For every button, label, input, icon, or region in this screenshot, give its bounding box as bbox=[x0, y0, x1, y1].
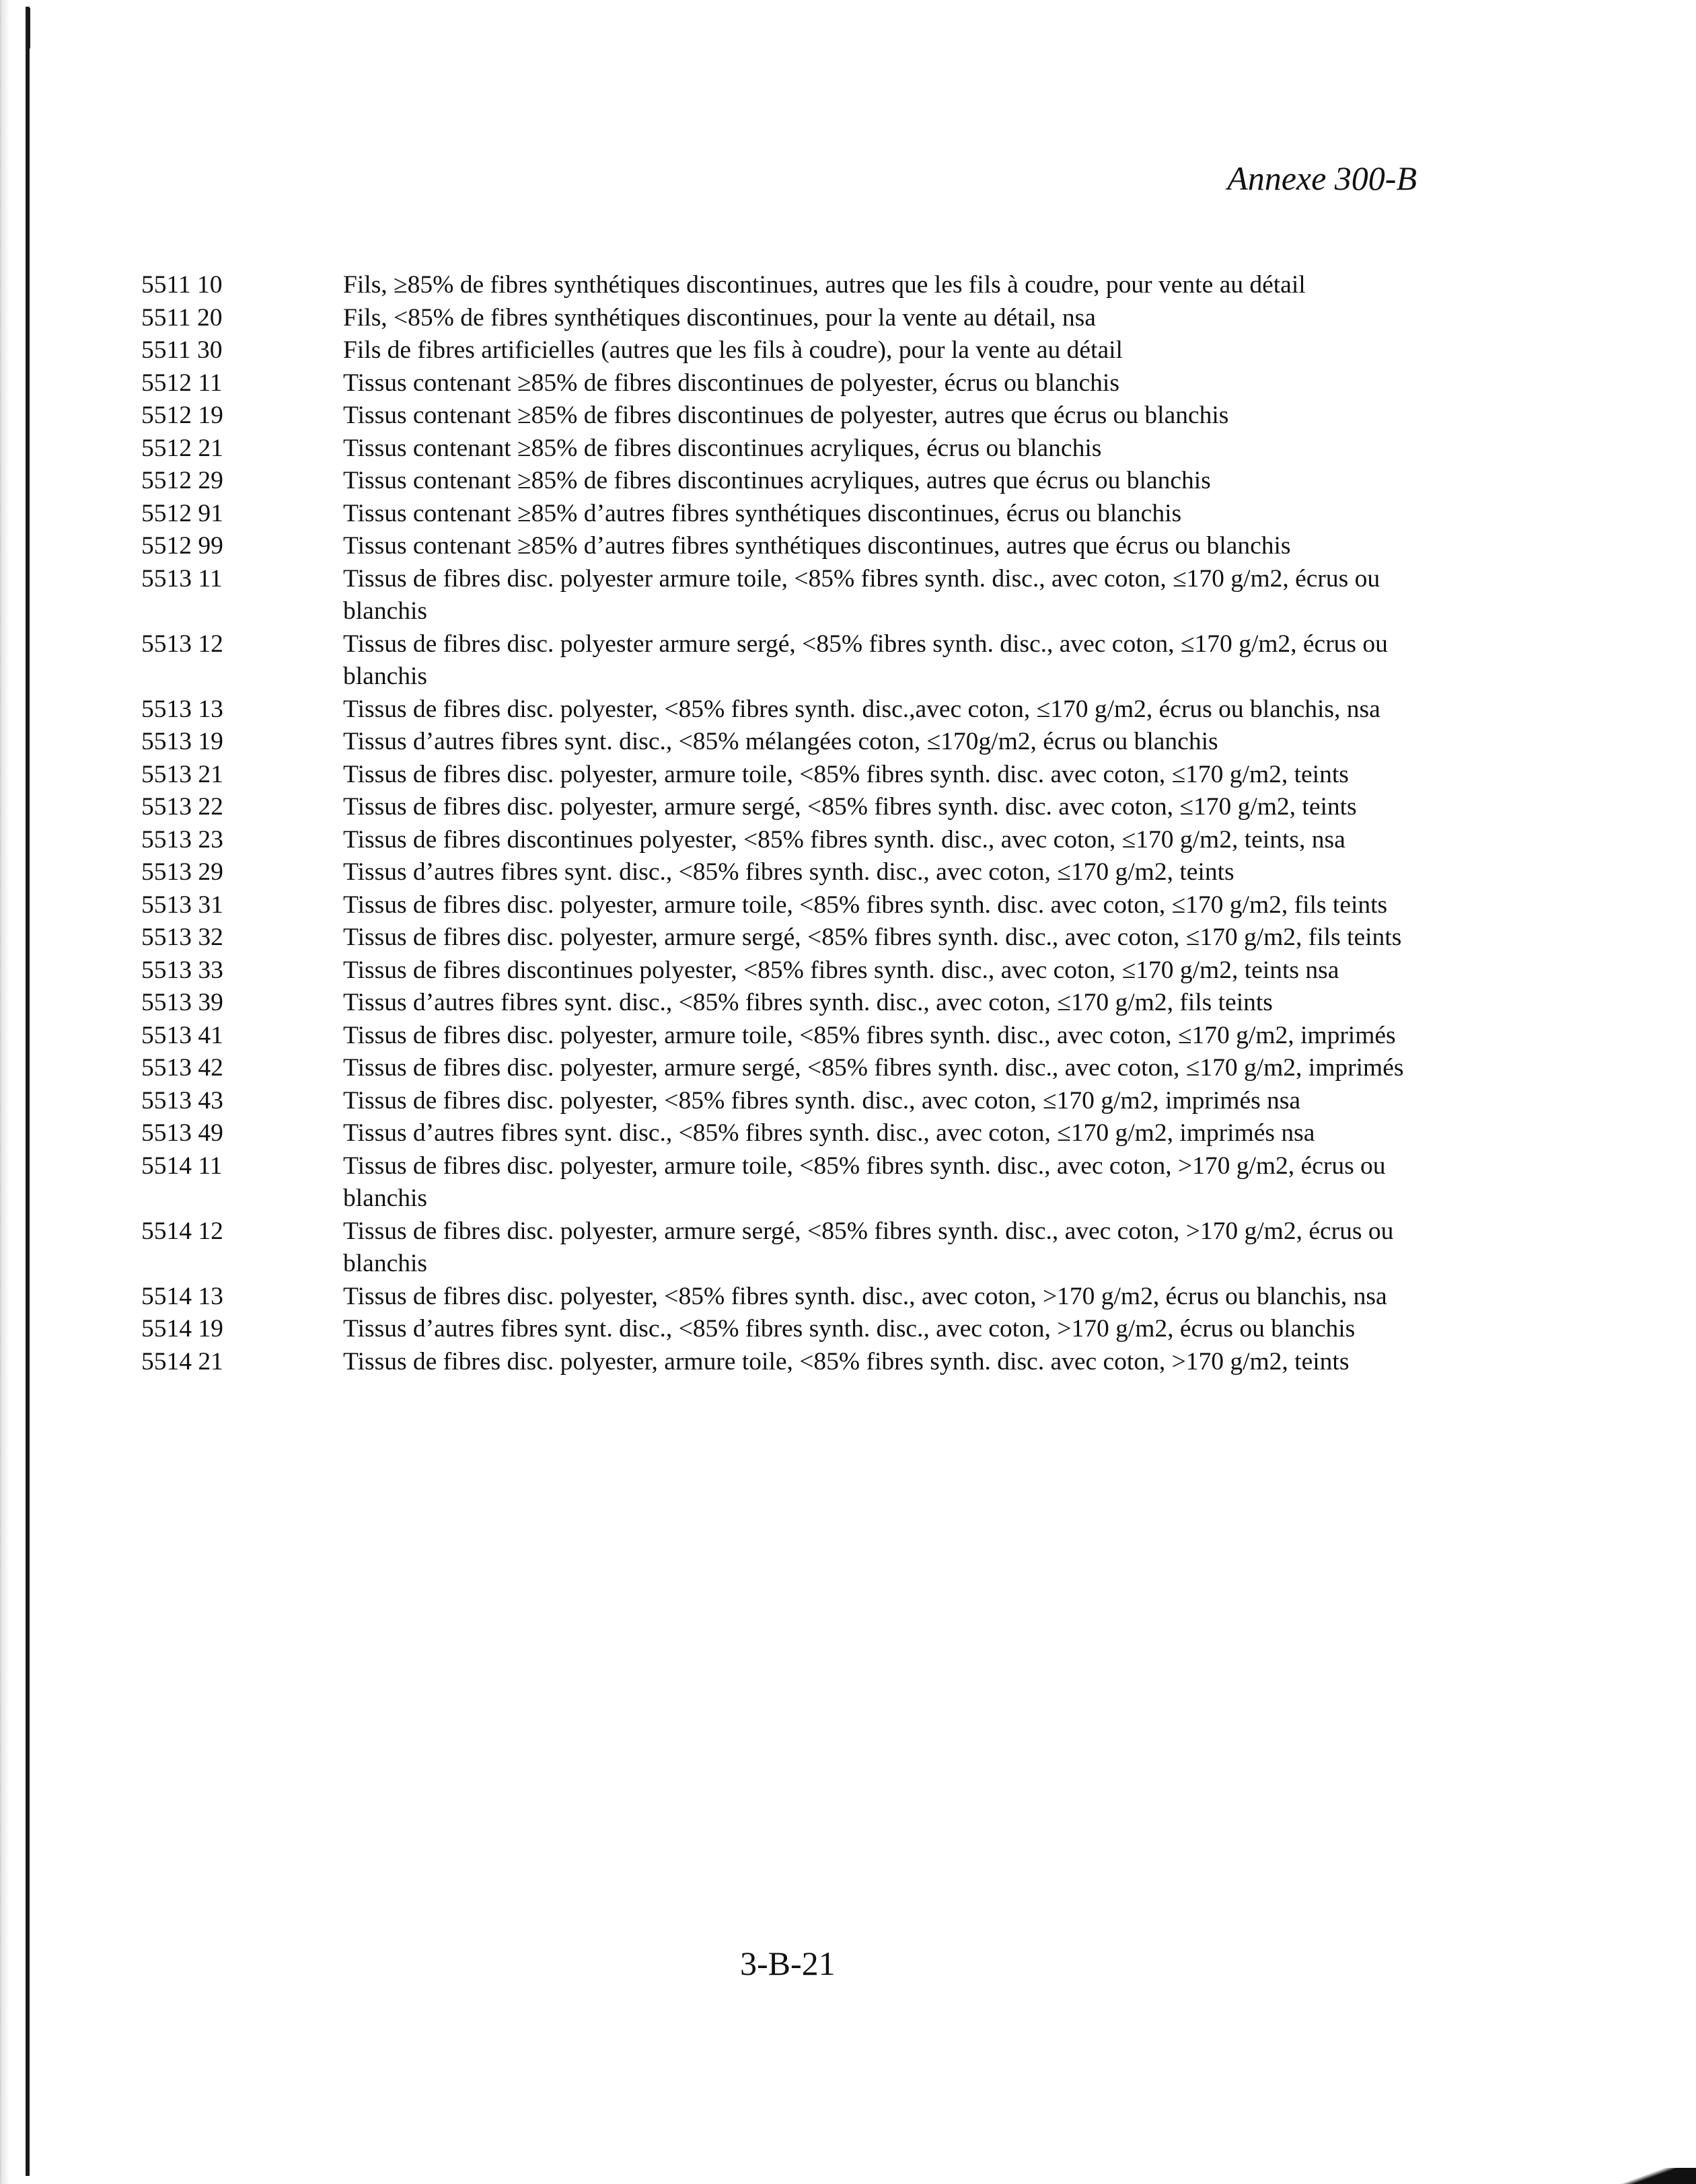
list-item bbox=[141, 400, 1433, 432]
scan-edge-shadow bbox=[0, 0, 9, 2184]
tariff-description: Tissus de fibres disc. polyester armure toile, <85% fibres synth. disc., avec coton, ≤170 g/m2, écrus ou blanchis bbox=[343, 564, 1380, 625]
list-item bbox=[141, 367, 1433, 400]
tariff-code: 5513 41 bbox=[141, 1021, 223, 1049]
list-item bbox=[141, 563, 1433, 628]
tariff-code: 5513 31 bbox=[141, 891, 223, 919]
tariff-code: 5513 13 bbox=[141, 695, 223, 723]
tariff-code: 5513 29 bbox=[141, 858, 223, 886]
tariff-description: Tissus de fibres disc. polyester, armure toile, <85% fibres synth. disc. avec coton, >170 g/m2, teints bbox=[343, 1347, 1350, 1376]
tariff-code: 5512 11 bbox=[141, 369, 223, 397]
tariff-code: 5513 19 bbox=[141, 728, 223, 755]
tariff-description: Fils, ≥85% de fibres synthétiques discontinues, autres que les fils à coudre, pour vente au détail bbox=[343, 271, 1306, 299]
list-item bbox=[141, 498, 1433, 531]
tariff-code: 5513 22 bbox=[141, 793, 223, 821]
list-item bbox=[141, 1281, 1433, 1314]
tariff-code: 5513 49 bbox=[141, 1119, 223, 1147]
tariff-description: Tissus de fibres disc. polyester, <85% fibres synth. disc., avec coton, ≤170 g/m2, imprimés nsa bbox=[343, 1086, 1301, 1115]
list-item bbox=[141, 1117, 1433, 1150]
tariff-code: 5513 42 bbox=[141, 1054, 223, 1082]
list-item bbox=[141, 302, 1433, 335]
tariff-code: 5512 19 bbox=[141, 402, 223, 429]
list-item bbox=[141, 824, 1433, 857]
list-item bbox=[141, 759, 1433, 792]
tariff-description: Tissus contenant ≥85% d’autres fibres synthétiques discontinues, écrus ou blanchis bbox=[343, 499, 1182, 527]
tariff-description: Tissus de fibres disc. polyester, armure toile, <85% fibres synth. disc., avec coton, ≤170 g/m2, imprimés bbox=[343, 1021, 1396, 1049]
tariff-code: 5514 12 bbox=[141, 1217, 223, 1245]
tariff-description: Tissus d’autres fibres synt. disc., <85% mélangées coton, ≤170g/m2, écrus ou blanchis bbox=[343, 728, 1218, 755]
tariff-code: 5513 23 bbox=[141, 825, 223, 854]
tariff-description: Tissus d’autres fibres synt. disc., <85% fibres synth. disc., avec coton, ≤170 g/m2, teints bbox=[343, 858, 1234, 886]
tariff-code: 5513 39 bbox=[141, 989, 223, 1016]
tariff-code: 5513 43 bbox=[141, 1086, 223, 1115]
list-item bbox=[141, 726, 1433, 759]
tariff-code: 5513 12 bbox=[141, 630, 223, 658]
tariff-description: Tissus de fibres disc. polyester, armure sergé, <85% fibres synth. disc. avec coton, ≤170 g/m2, teints bbox=[343, 793, 1357, 821]
list-item bbox=[141, 1346, 1433, 1379]
tariff-description: Tissus de fibres discontinues polyester, <85% fibres synth. disc., avec coton, ≤170 g/m2, teints, nsa bbox=[343, 825, 1345, 854]
tariff-description: Tissus de fibres disc. polyester, <85% fibres synth. disc.,avec coton, ≤170 g/m2, écrus ou blanchis, nsa bbox=[343, 695, 1380, 723]
tariff-code-list bbox=[141, 269, 1433, 1378]
tariff-description: Tissus contenant ≥85% d’autres fibres synthétiques discontinues, autres que écrus ou blanchis bbox=[343, 532, 1291, 560]
tariff-code: 5513 33 bbox=[141, 956, 223, 984]
tariff-description: Fils de fibres artificielles (autres que les fils à coudre), pour la vente au détail bbox=[343, 336, 1123, 364]
binder-margin-line-top bbox=[26, 8, 30, 48]
tariff-description: Tissus d’autres fibres synt. disc., <85% fibres synth. disc., avec coton, ≤170 g/m2, fils teints bbox=[343, 989, 1273, 1016]
tariff-description: Tissus de fibres disc. polyester, armure toile, <85% fibres synth. disc. avec coton, ≤170 g/m2, teints bbox=[343, 760, 1349, 788]
tariff-code: 5511 10 bbox=[141, 271, 223, 299]
list-item bbox=[141, 889, 1433, 922]
tariff-description: Tissus de fibres discontinues polyester, <85% fibres synth. disc., avec coton, ≤170 g/m2, teints nsa bbox=[343, 956, 1339, 984]
tariff-description: Tissus contenant ≥85% de fibres discontinues acryliques, écrus ou blanchis bbox=[343, 434, 1102, 462]
list-item bbox=[141, 987, 1433, 1020]
list-item bbox=[141, 954, 1433, 987]
tariff-description: Tissus d’autres fibres synt. disc., <85% fibres synth. disc., avec coton, >170 g/m2, écrus ou blanchis bbox=[343, 1315, 1356, 1343]
tariff-code: 5512 29 bbox=[141, 467, 223, 494]
tariff-code: 5511 20 bbox=[141, 303, 223, 332]
tariff-description: Fils, <85% de fibres synthétiques discontinues, pour la vente au détail, nsa bbox=[343, 303, 1096, 332]
tariff-description: Tissus de fibres disc. polyester, armure sergé, <85% fibres synth. disc., avec coton, ≤170 g/m2, fils teints bbox=[343, 924, 1402, 951]
list-item bbox=[141, 791, 1433, 824]
list-item bbox=[141, 334, 1433, 367]
list-item bbox=[141, 1085, 1433, 1118]
tariff-description: Tissus contenant ≥85% de fibres discontinues acryliques, autres que écrus ou blanchis bbox=[343, 467, 1211, 494]
tariff-code: 5514 21 bbox=[141, 1347, 223, 1376]
list-item bbox=[141, 693, 1433, 726]
tariff-description: Tissus de fibres disc. polyester, armure toile, <85% fibres synth. disc. avec coton, ≤170 g/m2, fils teints bbox=[343, 891, 1388, 919]
tariff-code: 5512 21 bbox=[141, 434, 223, 462]
tariff-description: Tissus contenant ≥85% de fibres discontinues de polyester, écrus ou blanchis bbox=[343, 369, 1119, 397]
list-item bbox=[141, 1052, 1433, 1085]
tariff-description: Tissus de fibres disc. polyester, armure sergé, <85% fibres synth. disc., avec coton, >170 g/m2, écrus ou blanchis bbox=[343, 1217, 1394, 1277]
tariff-code: 5513 11 bbox=[141, 564, 223, 593]
tariff-description: Tissus de fibres disc. polyester, <85% fibres synth. disc., avec coton, >170 g/m2, écrus ou blanchis, nsa bbox=[343, 1282, 1387, 1310]
list-item bbox=[141, 628, 1433, 693]
tariff-code: 5514 11 bbox=[141, 1152, 223, 1180]
list-item bbox=[141, 1020, 1433, 1053]
tariff-code: 5513 32 bbox=[141, 924, 223, 951]
list-item bbox=[141, 465, 1433, 498]
tariff-description: Tissus de fibres disc. polyester, armure sergé, <85% fibres synth. disc., avec coton, ≤170 g/m2, imprimés bbox=[343, 1054, 1404, 1082]
tariff-code: 5512 99 bbox=[141, 532, 223, 560]
tariff-code: 5513 21 bbox=[141, 760, 223, 788]
list-item bbox=[141, 1215, 1433, 1281]
tariff-code: 5514 19 bbox=[141, 1315, 223, 1343]
tariff-description: Tissus de fibres disc. polyester armure sergé, <85% fibres synth. disc., avec coton, ≤170 g/m2, écrus ou blanchis bbox=[343, 630, 1388, 690]
page-number: 3-B-21 bbox=[740, 1945, 836, 1982]
tariff-code: 5514 13 bbox=[141, 1282, 223, 1310]
list-item bbox=[141, 530, 1433, 563]
list-item bbox=[141, 1150, 1433, 1215]
list-item bbox=[141, 1313, 1433, 1346]
annex-header: Annexe 300-B bbox=[1227, 159, 1417, 197]
tariff-description: Tissus de fibres disc. polyester, armure toile, <85% fibres synth. disc., avec coton, >170 g/m2, écrus ou blanchis bbox=[343, 1152, 1386, 1212]
list-item bbox=[141, 432, 1433, 465]
binder-margin-line bbox=[26, 7, 30, 2176]
list-item bbox=[141, 921, 1433, 954]
tariff-description: Tissus d’autres fibres synt. disc., <85% fibres synth. disc., avec coton, ≤170 g/m2, imprimés nsa bbox=[343, 1119, 1315, 1147]
scan-corner-mark bbox=[1602, 2168, 1696, 2184]
tariff-code: 5511 30 bbox=[141, 336, 223, 364]
list-item bbox=[141, 856, 1433, 889]
tariff-code: 5512 91 bbox=[141, 499, 223, 527]
list-item bbox=[141, 269, 1433, 302]
tariff-description: Tissus contenant ≥85% de fibres discontinues de polyester, autres que écrus ou blanchis bbox=[343, 402, 1229, 429]
